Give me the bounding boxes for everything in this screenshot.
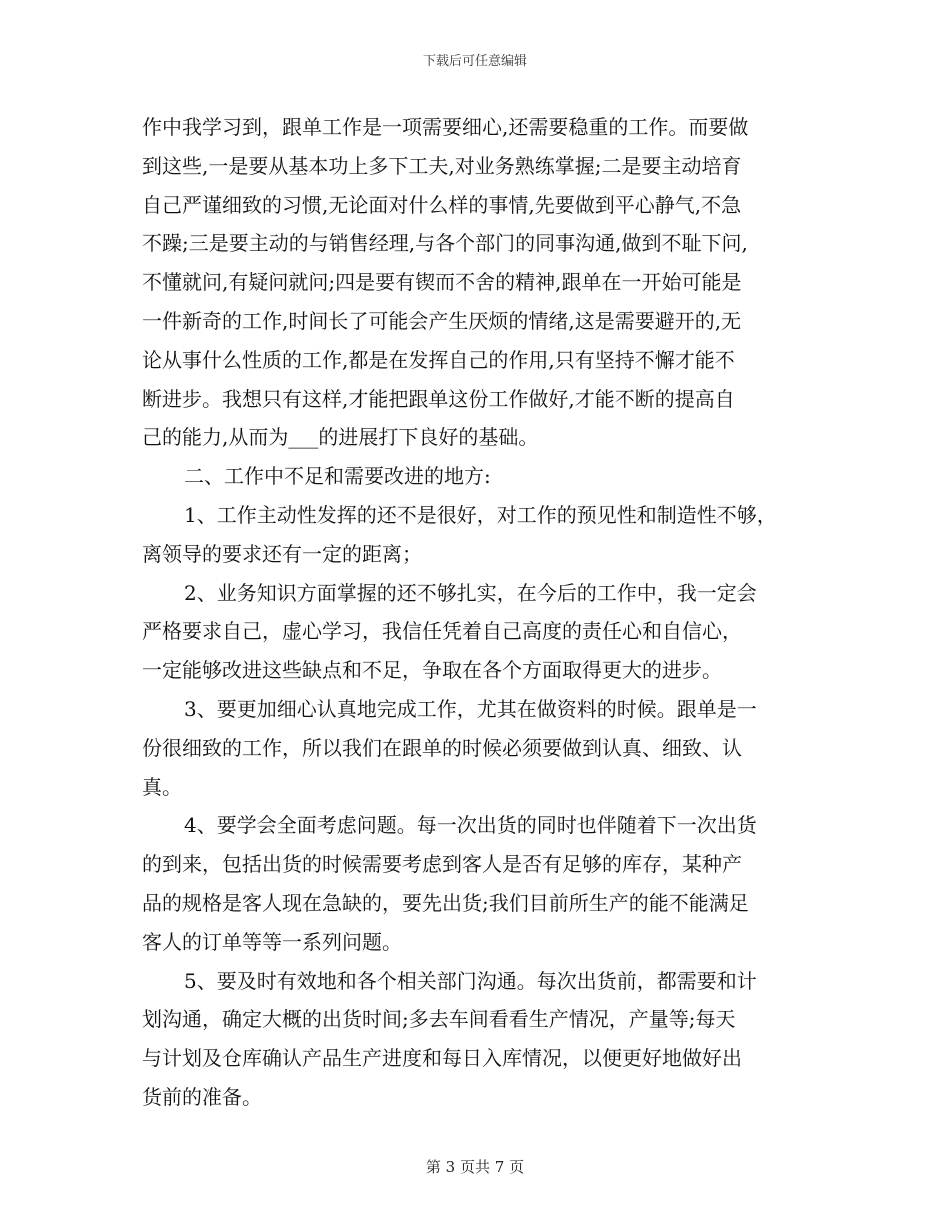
body-line: 不躁;三是要主动的与销售经理,与各个部门的同事沟通,做到不耻下问, [142, 231, 748, 256]
list-item-start: 5、要及时有效地和各个相关部门沟通。每次出货前，都需要和计 [184, 968, 757, 993]
body-line: 论从事什么性质的工作,都是在发挥自己的作用,只有坚持不懈才能不 [142, 347, 735, 372]
list-item-start: 2、业务知识方面掌握的还不够扎实，在今后的工作中，我一定会 [184, 580, 757, 605]
body-line: 己的能力,从而为___的进展打下良好的基础。 [142, 425, 539, 450]
body-line: 严格要求自己，虚心学习，我信任凭着自己高度的责任心和自信心， [142, 619, 742, 644]
body-line: 客人的订单等等一系列问题。 [142, 929, 402, 954]
body-line: 一定能够改进这些缺点和不足，争取在各个方面取得更大的进步。 [142, 658, 722, 683]
body-line: 与计划及仓库确认产品生产进度和每日入库情况，以便更好地做好出 [142, 1046, 742, 1071]
page-header: 下载后可任意编辑 [422, 54, 527, 69]
body-line: 的到来，包括出货的时候需要考虑到客人是否有足够的库存，某种产 [142, 852, 742, 877]
body-line: 品的规格是客人现在急缺的，要先出货;我们目前所生产的能不能满足 [142, 890, 749, 915]
body-line: 一件新奇的工作,时间长了可能会产生厌烦的情绪,这是需要避开的,无 [142, 308, 742, 333]
body-line: 不懂就问,有疑问就问;四是要有锲而不舍的精神,跟单在一开始可能是 [142, 270, 742, 295]
body-line: 份很细致的工作，所以我们在跟单的时候必须要做到认真、细致、认 [142, 735, 742, 760]
list-item-start: 1、工作主动性发挥的还不是很好，对工作的预见性和制造性不够， [184, 502, 777, 527]
page-number: 第 3 页共 7 页 [425, 1158, 525, 1176]
body-line: 真。 [142, 774, 182, 799]
body-line: 划沟通，确定大概的出货时间;多去车间看看生产情况，产量等;每天 [142, 1007, 736, 1032]
list-item-start: 3、要更加细心认真地完成工作，尤其在做资料的时候。跟单是一 [184, 696, 757, 721]
body-line: 自己严谨细致的习惯,无论面对什么样的事情,先要做到平心静气,不急 [142, 192, 742, 217]
list-item-start: 4、要学会全面考虑问题。每一次出货的同时也伴随着下一次出货 [184, 813, 757, 838]
section-heading: 二、工作中不足和需要改进的地方: [184, 464, 491, 489]
body-line: 到这些,一是要从基本功上多下工夫,对业务熟练掌握;二是要主动培育 [142, 153, 742, 178]
body-line: 离领导的要求还有一定的距离； [142, 541, 422, 566]
document-body [142, 108, 814, 1117]
body-line: 货前的准备。 [142, 1084, 262, 1109]
body-line: 作中我学习到，跟单工作是一项需要细心,还需要稳重的工作。而要做 [142, 115, 749, 139]
body-line: 断进步。我想只有这样,才能把跟单这份工作做好,才能不断的提高自 [142, 386, 735, 411]
